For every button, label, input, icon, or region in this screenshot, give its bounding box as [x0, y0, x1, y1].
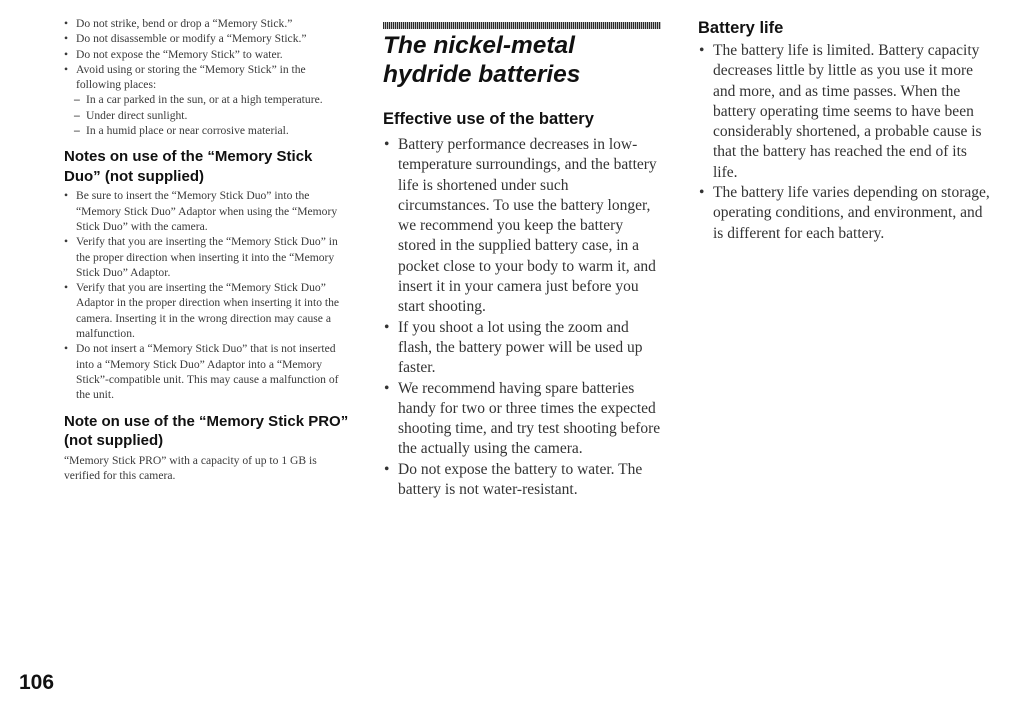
battery-life-list — [698, 41, 990, 244]
duo-notes-list — [64, 188, 350, 402]
list-item: • Do not expose the “Memory Stick” to water. — [64, 47, 350, 62]
middle-column — [383, 22, 661, 500]
list-item: • The battery life is limited. Battery capacity decreases little by little as you use it more and more, and as time passes. When the battery operating time seems to have been considerably shortened, a probable cause is that the battery has reached the end of its life. — [698, 41, 990, 183]
list-item: • Battery performance decreases in low-temperature surroundings, and the battery life is shortened under such circumstances. To use the battery longer, we recommend you keep the battery stored in the supplied battery case, in a pocket close to your body to warm it, and insert it in your camera just before you start shooting. — [383, 135, 661, 318]
list-item: • Do not disassemble or modify a “Memory Stick.” — [64, 31, 350, 46]
section-title: The nickel-metal hydride batteries — [383, 32, 581, 88]
pro-note-text: “Memory Stick PRO” with a capacity of up to 1 GB is verified for this camera. — [64, 453, 317, 482]
list-item-text: Avoid using or storing the “Memory Stick” in the following places: — [76, 62, 306, 92]
battery-life-heading: Battery life — [698, 19, 784, 37]
memory-stick-cautions-list — [64, 16, 350, 138]
pro-note-heading: Note on use of the “Memory Stick PRO” (not supplied) — [64, 412, 349, 450]
list-item: • Do not strike, bend or drop a “Memory Stick.” — [64, 16, 350, 31]
duo-notes-heading: Notes on use of the “Memory Stick Duo” (not supplied) — [64, 148, 313, 185]
list-item: • Do not expose the battery to water. The battery is not water-resistant. — [383, 460, 661, 501]
list-item: • We recommend having spare batteries handy for two or three times the expected shooting time, and try test shooting before the actually using the camera. — [383, 379, 661, 460]
page-number: 106 — [19, 671, 55, 694]
sublist-item: – In a car parked in the sun, or at a high temperature. — [74, 92, 350, 107]
sublist-item: – In a humid place or near corrosive material. — [74, 123, 350, 138]
list-item: • Do not insert a “Memory Stick Duo” that is not inserted into a “Memory Stick Duo” Adaptor into a “Memory Stick”-compatible unit. This may cause a malfunction of the unit. — [64, 341, 350, 402]
right-column — [698, 18, 990, 244]
list-item: • Verify that you are inserting the “Memory Stick Duo” in the proper direction when inserting it into the “Memory Stick Duo” Adaptor. — [64, 234, 350, 280]
sublist-item: – Under direct sunlight. — [74, 108, 350, 123]
effective-use-heading: Effective use of the battery — [383, 110, 594, 128]
list-item — [64, 62, 350, 138]
list-item: • If you shoot a lot using the zoom and flash, the battery power will be used up faster. — [383, 318, 661, 379]
places-sublist — [64, 92, 350, 138]
section-rule — [383, 22, 661, 29]
list-item: • Be sure to insert the “Memory Stick Duo” into the “Memory Stick Duo” Adaptor when using the “Memory Stick Duo” with the camera. — [64, 188, 350, 234]
left-column — [64, 16, 350, 483]
effective-use-list — [383, 135, 661, 500]
list-item: • Verify that you are inserting the “Memory Stick Duo” Adaptor in the proper direction when inserting it into the camera. Inserting it in the wrong direction may cause a malfunction. — [64, 280, 350, 341]
list-item: • The battery life varies depending on storage, operating conditions, and environment, and is different for each battery. — [698, 183, 990, 244]
